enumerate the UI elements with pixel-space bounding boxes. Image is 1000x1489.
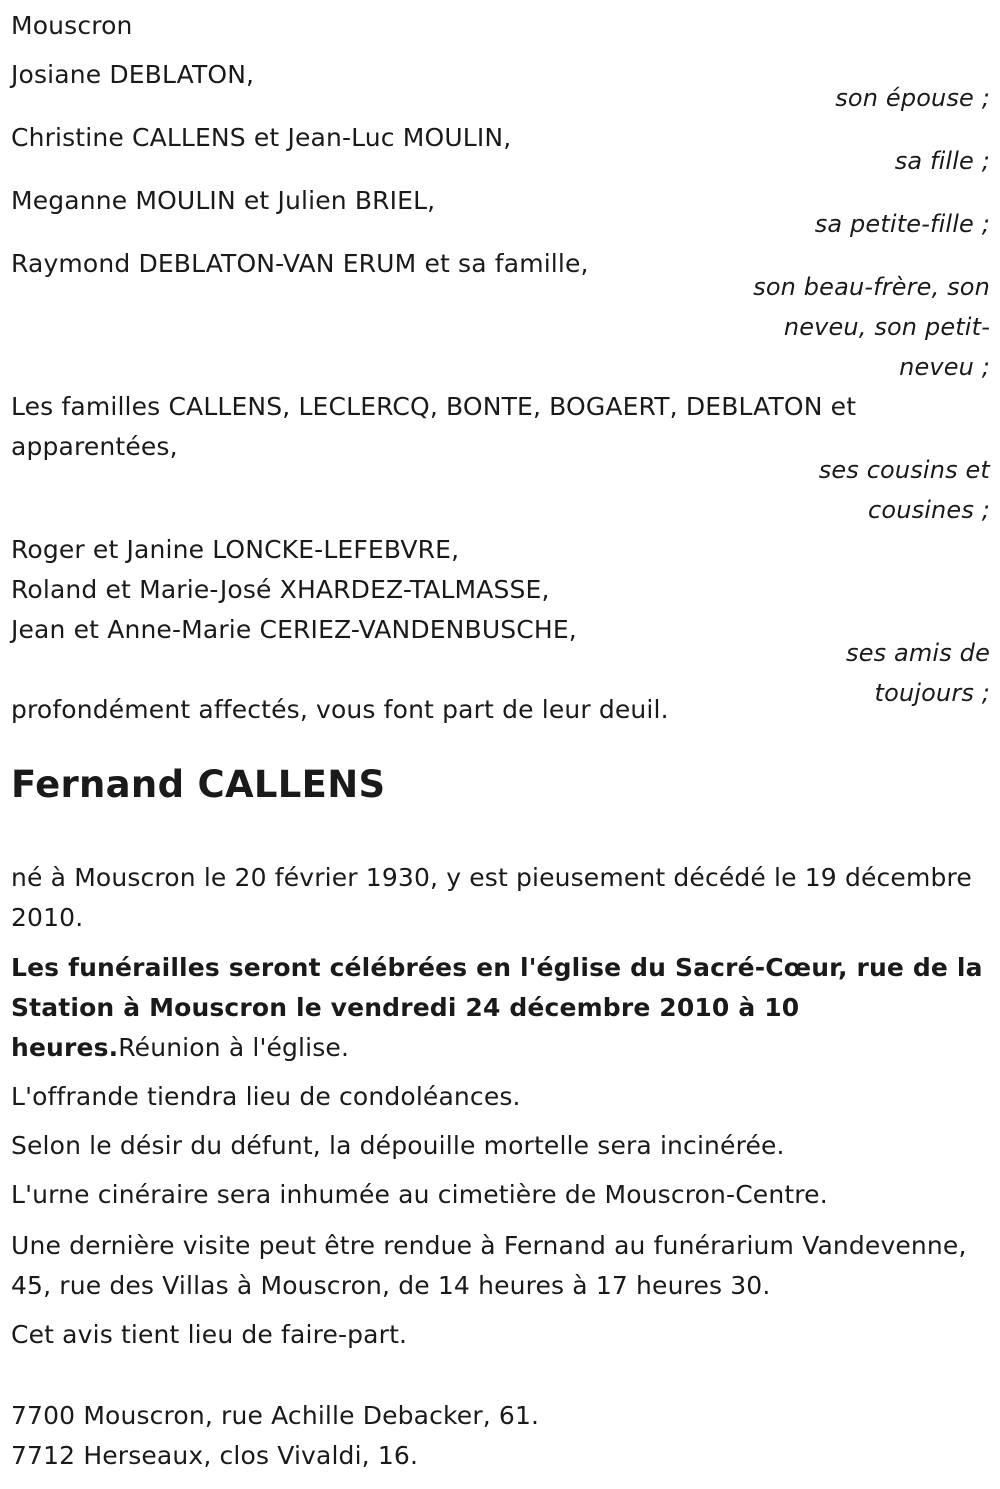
family-relation-5: ses cousins et cousines ; — [818, 456, 990, 524]
urn-text: L'urne cinéraire sera inhumée au cimetière de Mouscron-Centre. — [11, 1180, 828, 1209]
family-relation-6: ses amis de toujours ; — [846, 639, 990, 707]
address-2: 7712 Herseaux, clos Vivaldi, 16. — [11, 1441, 419, 1470]
funeral-details: Les funérailles seront célébrées en l'église du Sacré-Cœur, rue de la Station à Mouscron le vendredi 24 décembre 2010 à 10 heures. — [11, 953, 983, 1062]
family-relation-2: sa fille ; — [894, 147, 990, 175]
deceased-name: Fernand CALLENS — [11, 763, 386, 806]
funeral-meeting: Réunion à l'église. — [118, 1033, 350, 1062]
notice-text: Cet avis tient lieu de faire-part. — [11, 1320, 408, 1349]
visit-text: Une dernière visite peut être rendue à Fernand au funérarium Vandevenne, 45, rue des Villas à Mouscron, de 14 heures à 17 heures 30. — [11, 1231, 967, 1300]
family-names-6-line-1: Roger et Janine LONCKE-LEFEBVRE, — [11, 535, 460, 564]
family-names-1: Josiane DEBLATON, — [11, 60, 255, 89]
offering-text: L'offrande tiendra lieu de condoléances. — [11, 1082, 521, 1111]
cremation-text: Selon le désir du défunt, la dépouille mortelle sera incinérée. — [11, 1131, 785, 1160]
family-names-6-line-3: Jean et Anne-Marie CERIEZ-VANDENBUSCHE, — [11, 615, 577, 644]
family-names-5: Les familles CALLENS, LECLERCQ, BONTE, BOGAERT, DEBLATON et apparentées, — [11, 392, 857, 461]
family-relation-4: son beau-frère, son neveu, son petit-neveu ; — [753, 273, 990, 381]
family-names-2: Christine CALLENS et Jean-Luc MOULIN, — [11, 123, 512, 152]
closing-line: profondément affectés, vous font part de leur deuil. — [11, 695, 669, 724]
funeral-paragraph — [11, 948, 986, 1068]
family-relation-1: son épouse ; — [835, 84, 990, 112]
address-1: 7700 Mouscron, rue Achille Debacker, 61. — [11, 1401, 540, 1430]
family-relation-3: sa petite-fille ; — [814, 210, 990, 238]
family-names-4: Raymond DEBLATON-VAN ERUM et sa famille, — [11, 249, 589, 278]
location: Mouscron — [11, 11, 133, 40]
family-names-6-line-2: Roland et Marie-José XHARDEZ-TALMASSE, — [11, 575, 550, 604]
family-names-3: Meganne MOULIN et Julien BRIEL, — [11, 186, 436, 215]
birth-death-text: né à Mouscron le 20 février 1930, y est pieusement décédé le 19 décembre 2010. — [11, 863, 972, 932]
